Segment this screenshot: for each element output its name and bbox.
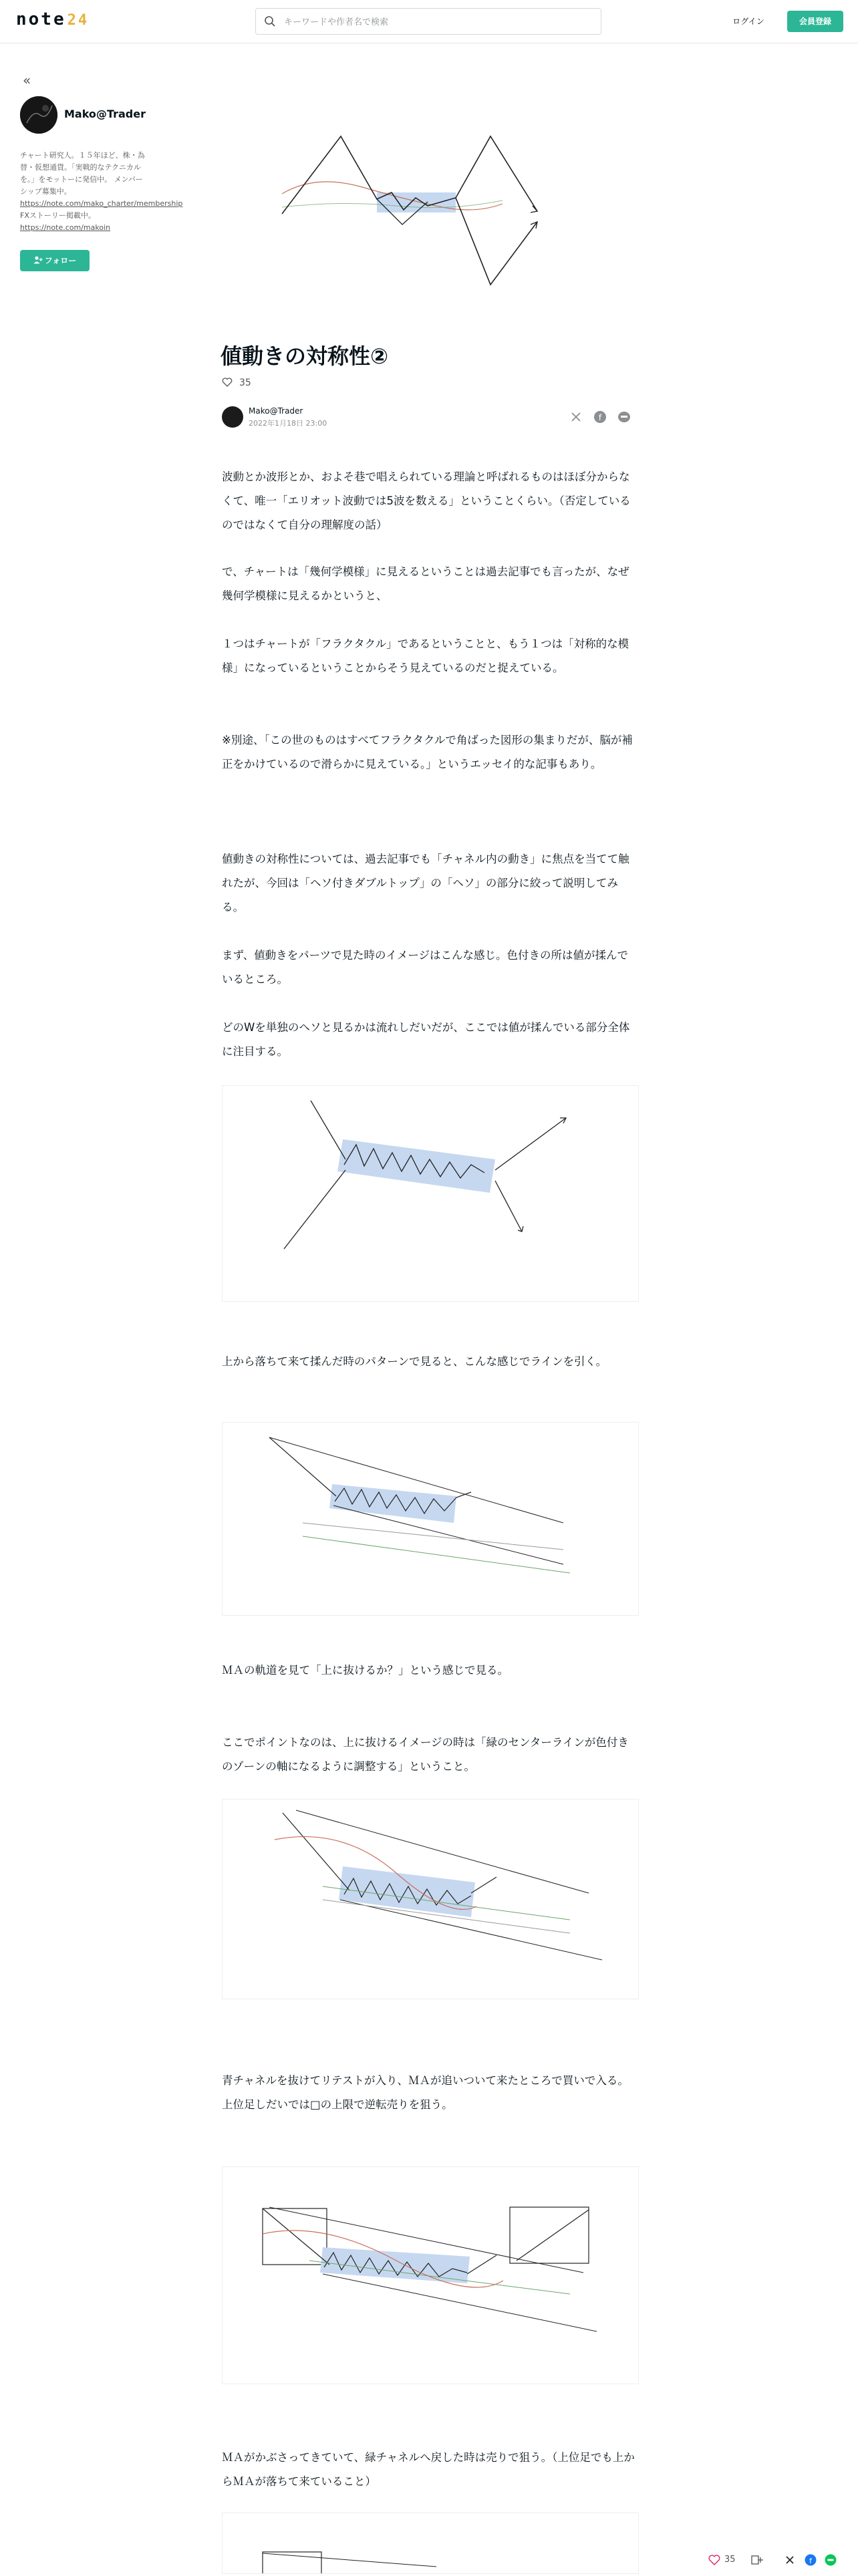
facebook-share-icon[interactable] bbox=[805, 2554, 817, 2566]
avatar-image bbox=[20, 96, 57, 134]
collapse-sidebar-icon[interactable]: « bbox=[23, 72, 31, 88]
login-link[interactable]: ログイン bbox=[732, 17, 764, 26]
site-header bbox=[0, 0, 858, 43]
x-share-icon[interactable] bbox=[784, 2555, 795, 2565]
paragraph-9: ＭＡの軌道を見て「上に抜けるか？」という感じで見る。 bbox=[222, 1664, 509, 1677]
author-avatar[interactable] bbox=[222, 406, 243, 428]
paragraph-1: 波動とか波形とか、およそ巷で唱えられている理論と呼ばれるものはほぼ分からなくて、唯一「エリオット波動では5波を数える」ということくらい。（否定しているのではなくて自分の理解度の話） bbox=[222, 470, 631, 531]
author-name[interactable]: Mako@Trader bbox=[249, 406, 303, 416]
signup-button[interactable]: 会員登録 bbox=[787, 11, 843, 32]
search-input[interactable] bbox=[283, 14, 593, 30]
article-title: 値動きの対称性② bbox=[221, 343, 389, 369]
heart-icon[interactable] bbox=[222, 378, 233, 387]
chart-figure-5 bbox=[222, 2513, 639, 2574]
paragraph-12: ＭＡがかぶさってきていて、緑チャネルへ戻した時は売りで狙う。（上位足でも上からＭＡが落ちて来ていること） bbox=[222, 2451, 635, 2488]
search-box[interactable] bbox=[255, 8, 601, 35]
paragraph-5: 値動きの対称性については、過去記事でも「チャネル内の動き」に焦点を当てて触れたが、今回は「ヘソ付きダブルトップ」の「ヘソ」の部分に絞って説明してみる。 bbox=[222, 853, 629, 913]
bottom-action-bar bbox=[702, 2553, 858, 2569]
magazine-add-icon[interactable] bbox=[751, 2555, 763, 2565]
paragraph-10: ここでポイントなのは、上に抜けるイメージの時は「緑のセンターラインが色付きのゾーンの軸になるように調整する」ということ。 bbox=[222, 1736, 629, 1773]
user-plus-icon bbox=[33, 256, 43, 264]
paragraph-8: 上から落ちて来て揉んだ時のパターンで見ると、こんな感じでラインを引く。 bbox=[222, 1355, 607, 1368]
logo-text: note bbox=[16, 9, 66, 29]
chart-figure-3 bbox=[222, 1799, 639, 1999]
hero-chart-image bbox=[262, 120, 569, 301]
paragraph-11: 青チャネルを抜けてリテストが入り、ＭＡが追いついて来たところで買いで入る。 上位足しだいでは□の上限で逆転売りを狙う。 bbox=[222, 2074, 629, 2111]
creator-bio bbox=[20, 150, 183, 234]
svg-text:f: f bbox=[809, 2557, 812, 2565]
follow-button[interactable] bbox=[20, 250, 90, 271]
paragraph-7: どのWを単独のヘソと見るかは流れしだいだが、ここでは値が揉んでいる部分全体に注目する。 bbox=[222, 1021, 630, 1058]
note-logo[interactable] bbox=[16, 9, 89, 29]
paragraph-6: まず、値動きをパーツで見た時のイメージはこんな感じ。色付きの所は値が揉んでいるところ。 bbox=[222, 949, 629, 986]
line-share-icon[interactable] bbox=[617, 410, 631, 424]
like-count: 35 bbox=[239, 378, 251, 388]
share-buttons bbox=[569, 410, 631, 424]
paragraph-4: ※別途、「この世のものはすべてフラクタクルで角ばった図形の集まりだが、脳が補正をかけているので滑らかに見えている。」というエッセイ的な記事もあり。 bbox=[222, 734, 633, 770]
like-widget[interactable] bbox=[222, 378, 251, 388]
heart-icon[interactable] bbox=[708, 2555, 720, 2565]
creator-name[interactable]: Mako@Trader bbox=[64, 108, 146, 120]
bio-text-2: FXストーリー掲載中。 bbox=[20, 211, 96, 220]
follow-label: フォロー bbox=[44, 256, 77, 265]
facebook-share-icon[interactable] bbox=[593, 410, 607, 424]
paragraph-2: で、チャートは「幾何学模様」に見えるということは過去記事でも言ったが、なぜ幾何学模様に見えるかというと、 bbox=[222, 565, 629, 602]
line-share-icon[interactable] bbox=[825, 2554, 837, 2566]
x-share-icon[interactable] bbox=[569, 410, 583, 424]
logo-badge: 24 bbox=[67, 12, 90, 29]
publish-date: 2022年1月18日 23:00 bbox=[249, 419, 327, 428]
bottom-like-count: 35 bbox=[724, 2555, 736, 2565]
svg-text:f: f bbox=[598, 413, 602, 422]
bio-text: チャート研究人。１５年ほど、株・為替・仮想通貨。「実戦的なテクニカルを。」をモットーに発信中。 メンバーシップ募集中。 bbox=[20, 151, 145, 196]
profile-link[interactable]: https://note.com/makoin bbox=[20, 223, 111, 232]
search-icon bbox=[264, 15, 276, 27]
membership-link[interactable]: https://note.com/mako_charter/membership bbox=[20, 199, 183, 208]
creator-avatar[interactable] bbox=[20, 96, 57, 134]
chart-figure-1 bbox=[222, 1085, 639, 1302]
chart-figure-2 bbox=[222, 1422, 639, 1616]
chart-figure-4 bbox=[222, 2166, 639, 2384]
paragraph-3: １つはチャートが「フラクタクル」であるということと、もう１つは「対称的な模様」になっているということからそう見えているのだと捉えている。 bbox=[222, 637, 629, 674]
